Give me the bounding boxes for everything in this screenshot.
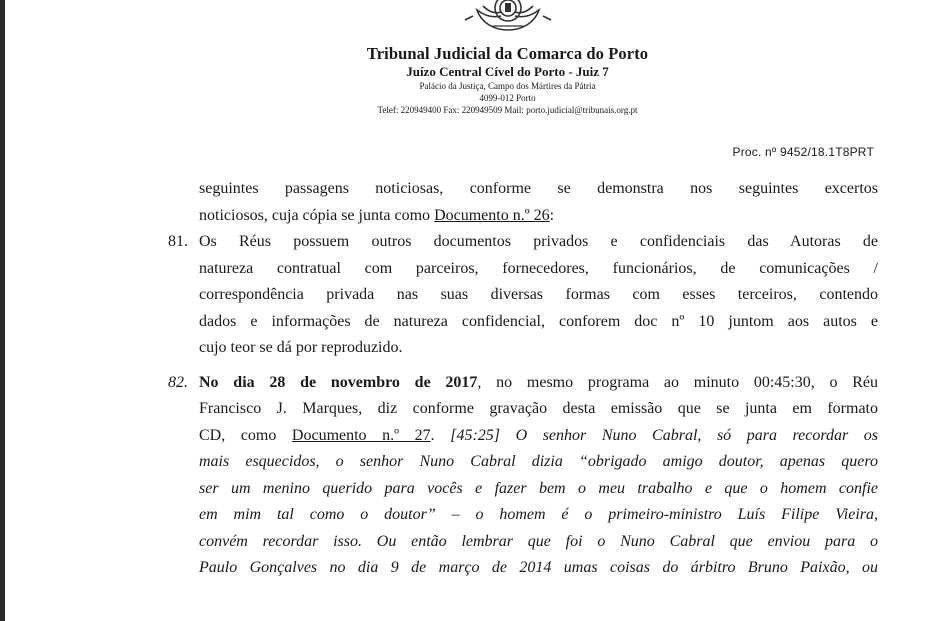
text-segment: , no mesmo programa ao minuto 00:45:30, o Réu	[477, 373, 879, 391]
date-emphasis: No dia 28 de novembro de 2017	[199, 373, 478, 391]
paragraph-82	[160, 370, 878, 582]
quote-line: Paulo Gonçalves no dia 9 de março de 2014 umas coisas do árbitro Bruno Paixão, ou	[199, 559, 878, 576]
text-line	[199, 423, 878, 450]
court-emblem-icon	[463, 0, 553, 34]
text-line: dados e informações de natureza confidencial, conforem doc nº 10 juntom aos autos e	[199, 312, 878, 330]
quote-line: em mim tal como o doutor” – o homem é o primeiro-ministro Luís Filipe Vieira,	[199, 506, 878, 523]
court-name: Tribunal Judicial da Comarca do Porto	[366, 44, 649, 63]
text-line	[199, 203, 878, 230]
text-line: correspondência privada nas suas diversas formas com esses terceiros, contendo	[199, 286, 878, 303]
document-reference: Documento n.º 27	[291, 426, 431, 444]
document-body	[160, 176, 878, 582]
court-contacts: Telef: 220949400 Fax: 220949509 Mail: porto.judicial@tribunais.org.pt	[377, 105, 638, 115]
text-line: natureza contratual com parceiros, fornecedores, funcionários, de comunicações /	[199, 259, 878, 277]
court-address-line2: 4099-012 Porto	[479, 93, 536, 103]
text-line: seguintes passagens noticiosas, conforme se demonstra nos seguintes excertos	[199, 180, 878, 197]
quote-line: ser um menino querido para vocês e fazer bem o meu trabalho e que o homem confie	[199, 479, 878, 497]
continuation-paragraph	[160, 176, 878, 229]
text-line: Os Réus possuem outros documentos privados e confidenciais das Autoras de	[199, 233, 878, 250]
text-segment: CD, como	[199, 426, 292, 444]
process-number: Proc. nº 9452/18.1T8PRT	[732, 145, 874, 159]
quote-segment: [45:25] O senhor Nuno Cabral, só para recordar os	[450, 426, 879, 444]
paragraph-number: 82.	[168, 373, 188, 391]
text-segment: noticiosos, cuja cópia se junta como	[199, 206, 435, 224]
court-section: Juízo Central Cível do Porto - Juiz 7	[406, 64, 609, 79]
quote-line: mais esquecidos, o senhor Nuno Cabral dizia “obrigado amigo doutor, apenas quero	[199, 453, 878, 470]
court-header	[300, 44, 715, 116]
text-segment: .	[430, 426, 451, 444]
paragraph-81	[160, 229, 878, 362]
document-reference: Documento n.º 26	[434, 206, 550, 224]
court-address-line1: Palácio da Justiça, Campo dos Mártires da Pátria	[419, 81, 596, 91]
text-line: cujo teor se dá por reproduzido.	[199, 339, 403, 356]
paragraph-number: 81.	[168, 233, 188, 250]
text-line	[199, 370, 878, 397]
text-line: Francisco J. Marques, diz conforme gravação desta emissão que se junta em formato	[199, 400, 878, 417]
page-left-border	[0, 0, 5, 621]
quote-line: convém recordar isso. Ou então lembrar que foi o Nuno Cabral que enviou para o	[199, 532, 878, 550]
text-segment: :	[549, 206, 555, 224]
